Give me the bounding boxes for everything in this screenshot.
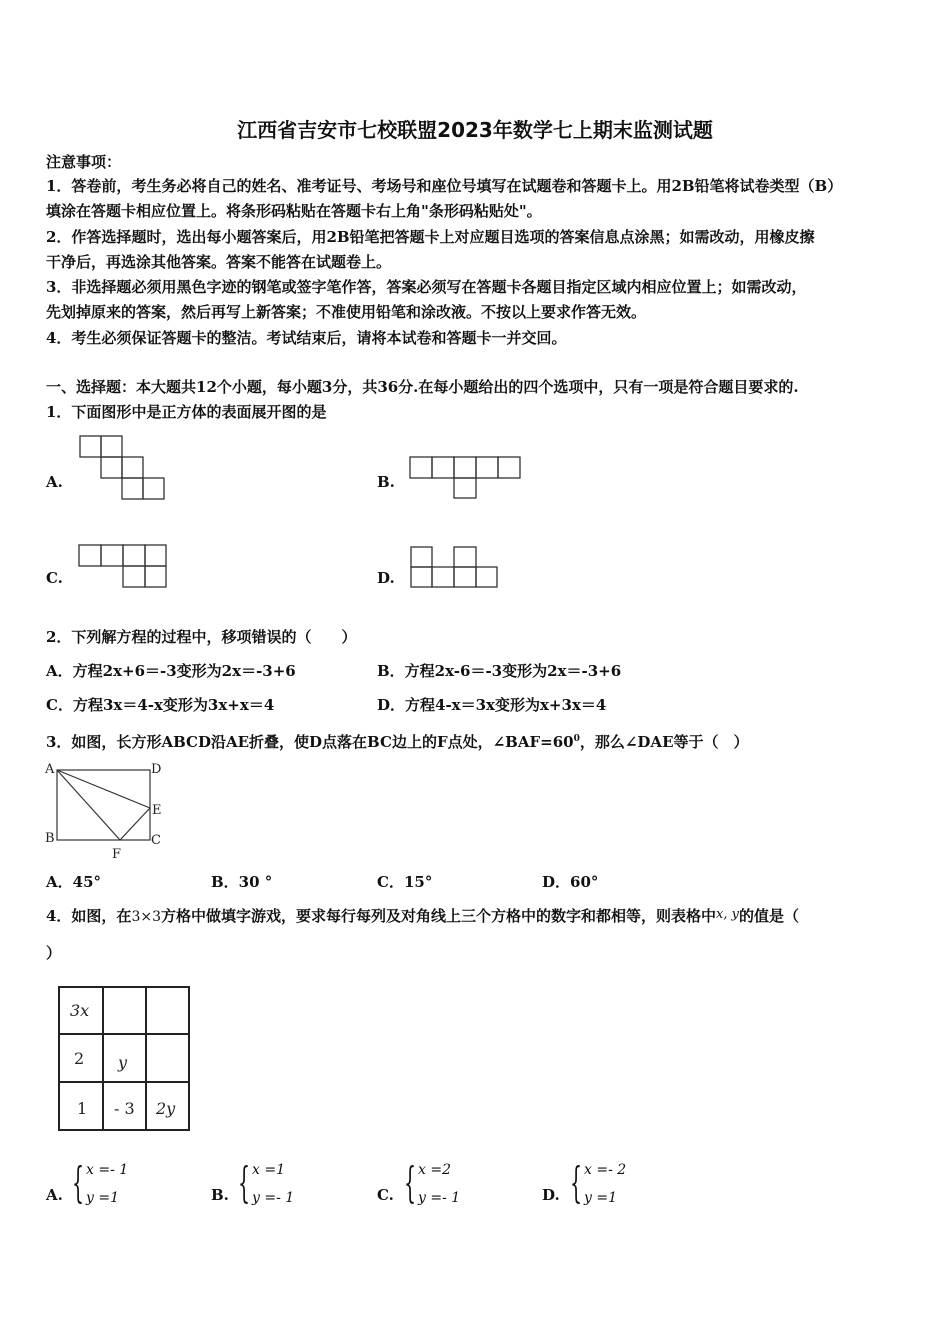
q4-option-c-system: x =2 y =- 1: [418, 1162, 461, 1206]
grid-cell: 2: [74, 1049, 85, 1068]
q2-option-b: B．方程2x-6＝-3变形为2x＝-3+6: [377, 662, 622, 680]
grid-cell: y: [118, 1053, 128, 1072]
q1-net-b: [408, 455, 522, 499]
left-brace: {: [404, 1158, 417, 1207]
q4-option-d-label: D.: [542, 1186, 560, 1204]
q1-option-a-label: A.: [46, 473, 63, 491]
point-label-f: F: [112, 847, 122, 862]
q4-option-b-system: x =1 y =- 1: [252, 1162, 295, 1206]
notes-heading: 注意事项：: [46, 153, 122, 171]
q1-option-d-label: D.: [377, 569, 395, 587]
q2-stem: 2．下列解方程的过程中，移项错误的（ ）: [46, 628, 357, 646]
q4-option-c-label: C.: [377, 1186, 394, 1204]
notes-line: 4．考生必须保证答题卡的整洁。考试结束后，请将本试卷和答题卡一并交回。: [46, 329, 567, 347]
q4-option-b-label: B.: [211, 1186, 229, 1204]
left-brace: {: [570, 1158, 583, 1207]
degree-superscript: 0: [573, 734, 580, 744]
point-label-d: D: [151, 762, 162, 777]
left-brace: {: [72, 1158, 85, 1207]
vars-math: x, y: [716, 907, 739, 922]
notes-line: 3．非选择题必须用黑色字迹的钢笔或签字笔作答，答案必须写在答题卡各题目指定区域内相应位置上；如需改动，: [46, 278, 807, 296]
q3-option-a: A．45°: [46, 873, 102, 891]
q2-option-c: C．方程3x＝4-x变形为3x+x＝4: [46, 696, 275, 714]
grid-size-math: 3×3: [131, 909, 161, 925]
notes-line: 先划掉原来的答案，然后再写上新答案；不准使用铅笔和涂改液。不按以上要求作答无效。: [46, 303, 647, 321]
q3-rectangle-figure: [42, 758, 166, 864]
notes-line: 1．答卷前，考生务必将自己的姓名、准考证号、考场号和座位号填写在试题卷和答题卡上。用2B铅笔将试卷类型（B）: [46, 177, 843, 195]
point-label-c: C: [151, 833, 161, 848]
notes-line: 填涂在答题卡相应位置上。将条形码粘贴在答题卡右上角"条形码粘贴处"。: [46, 202, 542, 220]
q1-net-a: [78, 434, 170, 500]
left-brace: {: [238, 1158, 251, 1207]
notes-line: 干净后，再选涂其他答案。答案不能答在试题卷上。: [46, 253, 392, 271]
q4-stem-close: ）: [46, 944, 62, 962]
q1-option-b-label: B.: [377, 473, 395, 491]
q4-option-a-system: x =- 1 y =1: [86, 1162, 129, 1206]
grid-cell: 1: [77, 1099, 88, 1118]
q4-option-d-system: x =- 2 y =1: [584, 1162, 627, 1206]
q4-option-a-label: A.: [46, 1186, 63, 1204]
q3-option-b: B．30 °: [211, 873, 273, 891]
grid-cell: 3x: [70, 1001, 90, 1020]
notes-line: 2．作答选择题时，选出每小题答案后，用2B铅笔把答题卡上对应题目选项的答案信息点涂黑；如需改动，用橡皮擦: [46, 228, 815, 246]
q2-option-d: D．方程4-x＝3x变形为x+3x＝4: [377, 696, 607, 714]
q3-option-d: D．60°: [542, 873, 599, 891]
point-label-e: E: [152, 803, 162, 818]
q1-net-c: [77, 543, 169, 589]
q3-option-c: C．15°: [377, 873, 433, 891]
grid-cell: - 3: [114, 1099, 135, 1118]
q1-net-d: [409, 545, 501, 589]
exam-title: 江西省吉安市七校联盟2023年数学七上期末监测试题: [237, 118, 713, 142]
q1-option-c-label: C.: [46, 569, 63, 587]
point-label-b: B: [45, 831, 55, 846]
q2-option-a: A．方程2x+6＝-3变形为2x＝-3+6: [46, 662, 296, 680]
point-label-a: A: [45, 762, 55, 777]
grid-cell: 2y: [156, 1099, 176, 1118]
q4-stem: 4．如图，在3×3方格中做填字游戏，要求每行每列及对角线上三个方格中的数字和都相等，则表格中x, y的值是（: [46, 907, 799, 925]
q3-stem: 3．如图，长方形ABCD沿AE折叠，使D点落在BC边上的F点处，$\angle BAF=60^0$，那么∠DAE等于（ ）: [46, 733, 749, 751]
q4-grid-figure: [56, 984, 192, 1136]
section-heading: 一、选择题：本大题共12个小题，每小题3分，共36分.在每小题给出的四个选项中，只有一项是符合题目要求的.: [46, 378, 799, 396]
q1-stem: 1．下面图形中是正方体的表面展开图的是: [46, 403, 327, 421]
